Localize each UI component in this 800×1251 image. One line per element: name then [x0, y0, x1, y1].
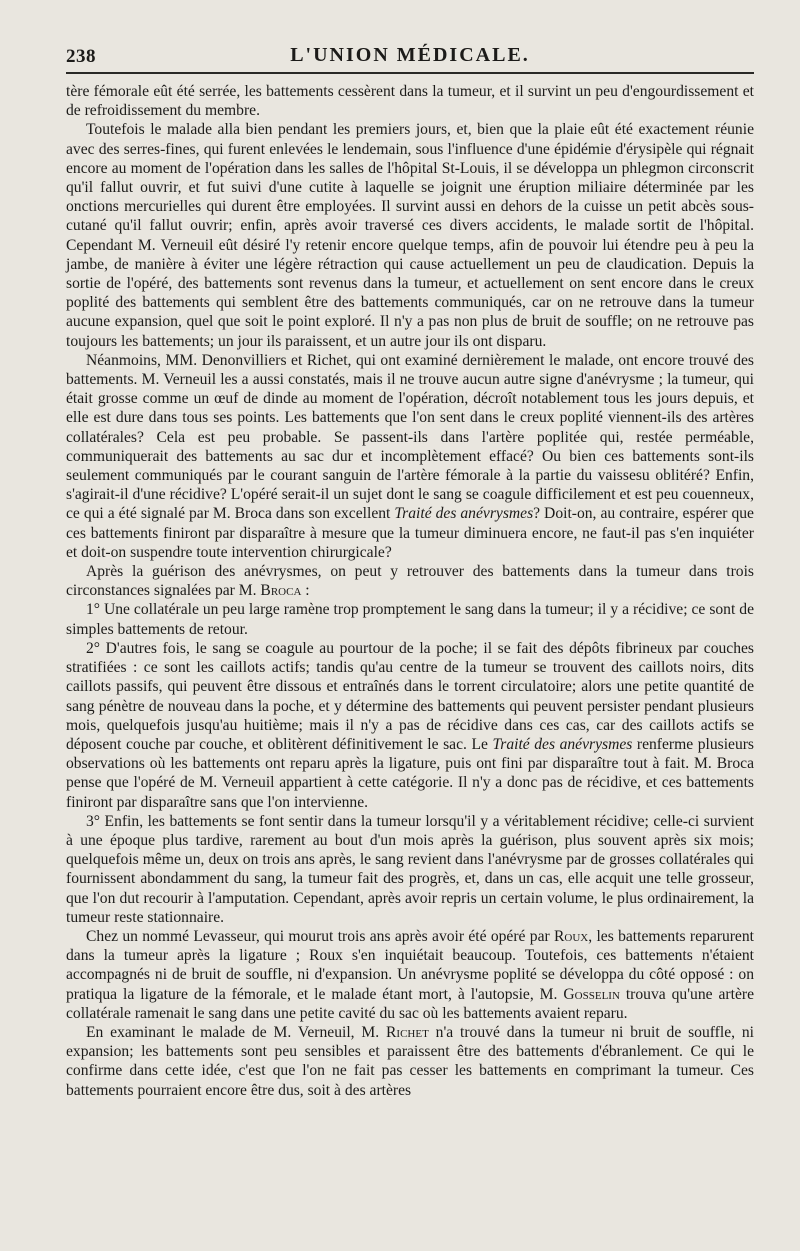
text-run: Toutefois le malade alla bien pendant les premiers jours, et, bien que la plaie eût été exactement réunie avec des serres-fines, qui furent enlevées le lendemain, sous l'influence d'une épidémie d'érysipèle qui régnait encore au moment de l'opération dans les salles de l'hôpital St-Louis, il se développa un phlegmon circonscrit qu'il fallut ouvrir, et fut suivi d'une cutite à laquelle se joignit une éruption miliaire déterminée par les onctions mercurielles qui durent être employées. Il survint aussi en dehors de la cuisse un petit abcès sous-cutané qu'il fallut ouvrir; enfin, après avoir traversé ces divers accidents, le malade sortit de l'hôpital. Cependant M. Verneuil eût désiré l'y retenir encore quelque temps, afin de pouvoir lui étendre peu à peu la jambe, de manière à éviter une légère rétraction qui cause actuellement un peu de claudication. Depuis la sortie de l'opéré, des battements sont revenus dans la tumeur, et actuellement on sent encore dans le creux poplité des battements qui semblent être des battements communiqués, car on ne retrouve dans la tumeur aucune expansion, quel que soit le point exploré. Il n'y a pas non plus de bruit de souffle; on ne retrouve pas toujours les battements; un jour ils paraissent, et un autre jour ils ont disparu.: [66, 121, 754, 350]
paragraph: [66, 120, 754, 350]
text-run: renferme plusieurs observations où les battements ont reparu après la ligature, puis ont fini par disparaître tout à fait. M. Broca pense que l'opéré de M. Verneuil appartient à cette catégorie. Il n'y a donc pas de récidive, et ces battements finiront par disparaître sans que l'on intervienne.: [66, 735, 755, 811]
paragraph: [66, 1023, 754, 1100]
paragraph: [66, 351, 754, 562]
paragraph: [66, 600, 754, 638]
italic-text: Traité des anévrysmes: [394, 505, 534, 523]
page-number: 238: [66, 46, 96, 67]
italic-text: Traité des anévrysmes: [492, 735, 633, 753]
text-run: Néanmoins, MM. Denonvilliers et Richet, qui ont examiné dernièrement le malade, ont encore trouvé des battements. M. Verneuil les a aussi constatés, mais il ne trouve aucun autre signe d'anévrysme ; la tumeur, qui était grosse comme un œuf de dinde au moment de l'opération, décroît notablement tous les jours depuis, et elle est dure dans tous ses points. Les battements que l'on sent dans le creux poplité viennent-ils des artères collatérales? Cela est peu probable. Se passent-ils dans l'artère poplitée qui, restée perméable, communiquerait des battements au sac dur et incomplètement effacé? Ou bien ces battements sont-ils seulement communiqués par le courant sanguin de l'artère fémorale à la partie du vaissesu oblitéré? Enfin, s'agirait-il d'une récidive? L'opéré serait-il un sujet dont le sang se coagule difficilement et est peu couenneux, ce qui a été signalé par M. Broca dans son excellent: [66, 351, 754, 523]
text-run: n'a trouvé dans la tumeur ni bruit de souffle, ni expansion; les battements sont peu sensibles et paraissent être des battements d'ébranlement. Ce qui le confirme dans cette idée, c'est que l'on ne fait pas cesser les battements en comprimant la tumeur. Ces battements pourraient encore être dus, soit à des artères: [66, 1023, 754, 1099]
text-run: 2° D'autres fois, le sang se coagule au pourtour de la poche; il se fait des dépôts fibrineux par couches stratifiées : ce sont les caillots actifs; tandis qu'au centre de la tumeur se trouvent des caillots noirs, dits caillots passifs, qui peuvent être dissous et entraînés dans le torrent circulatoire; alors une petite quantité de sang pénètre de nouveau dans la poche, et y détermine des battements qui peuvent persister pendant plusieurs mois, quelquefois jusqu'au huitième; mais il n'y a pas de récidive dans ces cas, car des caillots actifs se déposent couche par couche, et oblitèrent définitivement le sac. Le: [66, 639, 754, 753]
running-title: L'UNION MÉDICALE.: [290, 44, 530, 66]
paragraph: [66, 82, 754, 120]
small-caps-name: Gosselin: [563, 985, 620, 1003]
text-run: trouva qu'une artère collatérale ramenait le sang dans une petite cavité du sac où les battements avaient reparu.: [66, 985, 754, 1022]
paragraph: [66, 639, 754, 812]
body-text: [66, 82, 754, 1100]
text-run: Chez un nommé Levasseur, qui mourut trois ans après avoir été opéré par: [86, 927, 554, 945]
paragraph: [66, 927, 754, 1023]
text-run: , les battements reparurent dans la tumeur après la ligature ; Roux s'en inquiétait beaucoup. Toutefois, ces battements n'étaient accompagnés ni de bruit de souffle, ni d'expansion. Un anévrysme poplité se développa du côté opposé : on pratiqua la ligature de la fémorale, et le malade étant mort, à l'autopsie, M.: [66, 927, 754, 1003]
text-run: ? Doit-on, au contraire, espérer que ces battements finiront par disparaître à mesure que la tumeur diminuera encore, ne faut-il pas s'en inquiéter et doit-on suspendre toute intervention chirurgicale?: [66, 505, 754, 561]
paragraph: [66, 812, 754, 927]
text-run: tère fémorale eût été serrée, les battements cessèrent dans la tumeur, et il survint un peu d'engourdissement et de refroidissement du membre.: [66, 83, 754, 120]
text-run: En examinant le malade de M. Verneuil, M.: [86, 1023, 387, 1041]
paragraph: [66, 562, 754, 600]
small-caps-name: Broca: [260, 582, 302, 600]
page-header: [66, 42, 754, 74]
text-run: Après la guérison des anévrysmes, on peut y retrouver des battements dans la tumeur dans trois circonstances signalées par M.: [66, 563, 754, 600]
text-run: 3° Enfin, les battements se font sentir dans la tumeur lorsqu'il y a véritablement récidive; celle-ci survient à une époque plus tardive, rarement au bout d'un mois après la guérison, plus souvent après six mois; quelquefois même un, deux on trois ans après, le sang revient dans l'anévrysme par de grosses collatérales qui fournissent abondamment du sang, la tumeur fait des progrès, et, dans un cas, elle acquit une telle grosseur, que l'on dut recourir à l'amputation. Cependant, après avoir repris un certain volume, le plus ordinairement, la tumeur reste stationnaire.: [66, 812, 754, 926]
small-caps-name: Roux: [554, 927, 589, 945]
small-caps-name: Richet: [386, 1023, 429, 1041]
text-run: 1° Une collatérale un peu large ramène trop promptement le sang dans la tumeur; il y a récidive; ce sont de simples battements de retour.: [66, 601, 754, 638]
text-run: :: [301, 582, 310, 600]
